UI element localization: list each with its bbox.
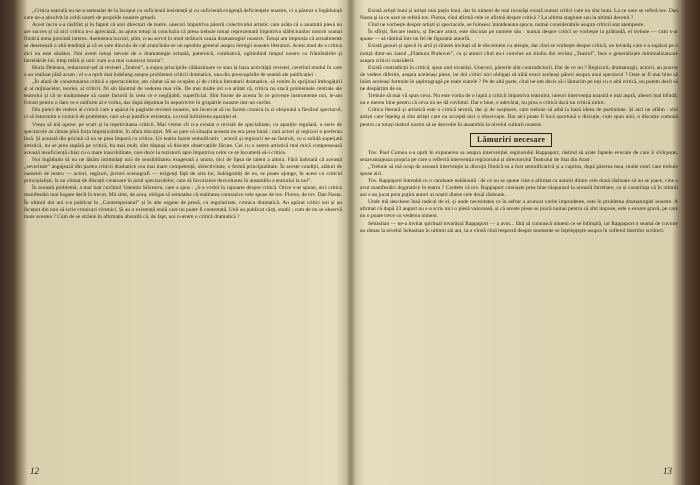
section-heading: Lămuriri necesare xyxy=(470,133,552,147)
paragraph: Tov. Paul Cornea s-a oprit în expunerea sa asupra intervenției regizorului Rappaport, răstind să arate faptele evocate de care li sîvîrșește, sezavantajeaza propria pe care o reflectă intervenția regizorului și directorului Teatrului de Stat din Arad : xyxy=(360,149,678,163)
right-page xyxy=(360,8,678,476)
paragraph: Acest lucru s-a răsfrînt și în faptul că unii directori de teatre, unecori împotriva părerii colectivului artistic care arăta că o anumită piesă nu are succes și că nici critica n-o apreciază, au ajuns totuși la concluzia că piesa trebuie totuși reprezentată împotriva slăbiciunilor notorii numai fiindcă tema prezintă interes. Asemenea lucruri, știm, n-au servit în mod strălucit cauza dramaturgiei noastre. Totuși am impresia că actualmente se desenează o altă tendință și că se sare dincolo de cal aruncîndu-se un oprobiu general asupra întregii noastre literaturi. Acest mod de a critica nici nu este sănătos. Noi avem totuși nevoie de o dramaturgie actuală, puternică, combativă, ogliindind timpul nostru cu frămîntările și întrebările lui, timp mării și unic cum n-a mai cunoscut istoria”. xyxy=(24,22,342,64)
paragraph: Horia Deleanu, redactorul-șef al revistei „Teatrul”, a expus principiile călăuzitoare ce stau la baza activității revistei, ceretînd modul în care s-au realizat pînă acum ; el s-a oprit mai îndelung asupra problemei criticii dramatice, una din preocupările de seamă ale publicației : xyxy=(24,64,342,78)
paragraph: Cînd ne vorbește despre artiști și spectacole, se folosesc întotdeauna spocu, numai considerabile asupra criticii stat atempeste. xyxy=(368,22,645,29)
paragraph: Există contradicții în critică, spun unii tovarăși. Unecori, părerile sînt contradictorii. Dar de ce nu ? Regizorii, dramaturgii, actorii, au puncte de vedere diferite, asupra aceleiași piese, iar doi critici nici obligați să aibă exact aceleași păreri asupra unui spectacol ? Oare ar fi mai bine să luăm aceleași formule în șapbrogragă pe toate ziarele ? Pe de altă parte, cînd ne-am decis să-i lămurim pe toți cu o altă critică, nu putem decît să ne despărțim de ea. xyxy=(360,64,678,93)
paragraph: „În afară de consemnarea critică a spectacolelor, am căutat să ne ocupăm și de critica literaturii dramatice, să venim în sprijinul îmbogățirii și al mijloacelor, teoriei, al criticii. Ni sîn lăuntrul de vederea mai vile. De mai multe ori s-a arătat că, critica nu stacă problemele centrale ale teatrului și că se mulțumește să caute factorii în ceea ce e neglijabil, superficial. Sînt forme de acesta în ce privește instrumente noi, le-am folosit pentru o dare ce e uniform al e vorba, dar după deprimat în nepotrivire în grupările noastre intr-un cuvînt. xyxy=(24,78,342,107)
page-number-left: 12 xyxy=(30,466,39,476)
paragraph: Unde mă deschese însă radical de el, și unde necesitatea ce în asfrur a aruncat vorbe imprudente, este în problema dramaturgiei noastre. A afirmat că după 23 august nu s-a scris nici o piesă valoroasă, și că aceste piese se joacă numai pentru că sînt impuse, este o eroare gravă, pe care nu o poate trece cu vederea nimeni. xyxy=(360,199,678,220)
paragraph: Tov. Rappaport întreabă cu o candoare nebănuită : de ce nu se spune cine a afirmat ca autorii dintre cele două războaie să nu se joace, cine a avut manifestări dogmatice în teatru ? Credem că tov. Rappaport cunoaște prea bine răspunsul la această întrebare, ca și conștiința că în ultimii ani s-au jucat prea puțini autori ai noștri dintre cele două războaie. xyxy=(360,177,678,199)
paragraph: Vreau să mă opresc pe scurt și la repetivitatea criticii. Mai vreme cît n-a existat o revistă de specialitate, cu apariție regulată, o serie de spectacole au rămas pînă forța împrejurărilor, în afara discuției. Mi se pare că situația aceasta nu era prea bună : unii actori și regizori o preferau însă. Și această din pricină că nu se prea împacă cu critica. Un teatru foarte semnificativ : actorii și regizorii ne-au înstruit, cu o solidă superjată artistică, nu se prea supără pe critică, ba mai mult, sînt dispuși să discute observațiile făcute. Cei cu o zestre artistică mai mică compensează această insuficiență chiar cu o mare irascibilitate, care duce la rezistorii apre împotriva celor ce se încumetă să-i critice. xyxy=(24,121,342,156)
paragraph: Trebuie să mai vă spun ceva. Nu este vorba de o luptă a criticii împotriva teatrului; uneori intervenția noastră e mai aspră, alteori mai blîndă, nu e mereu bine pentru că ceva nu ne dă cuvîntul. Dar e bine, e adevărat, nu prea o critică dacă nu critică nimic. xyxy=(360,93,678,107)
left-page xyxy=(24,8,342,476)
paragraph: Există artiști buni și artiști mai puțin buni, dar în nimeni de mai tovarăși există numai critici care nu sînt buni. La ce oare se referă tov. Dan Nasta și la ce oare se referă tov. Florea, cînd afirmă cele ce afirmă despre critică ? La ultima stagiune sau la ultimii decenii ? xyxy=(360,8,678,22)
page-number-right: 13 xyxy=(663,466,672,476)
paragraph: Noi îngăduim să nu ne lăsăm intimidați nici de sensibilitatea exagerată a unora, nici de lipsa de talent a altora. Fără îndoială că această „severitate” angajează din partea criticii dramatice cea mai mare competență, obiectivitate, o fermă principialitate. În aceste condiții, alături de oamenii de teatru — actori, regizori, pictori scenografi — exigenți față de arta lor, îndrăgostiți de ea, se poate ajunge, în acest cu criticul principialiști, la un climat de discuții creatoare în jurul spectacolelor, care să favorizeze dezvoltarea în ansamblu a teatrului la noi”. xyxy=(24,156,342,185)
paragraph: „Critica teatrală nu ne-a semnalat de la început cu suficientă insistență și cu suficientă exigență deficiențele noastre, ci a păstrat o îngăduință care ne-a absolvit în ochii noștri de propriile noastre greșeli. xyxy=(24,8,342,22)
right-page-text-top xyxy=(360,8,678,129)
paragraph: Critica literară și artistică este o critică severă, dar și de susținere, care trebuie să aibă la bază ideea de partinitate. Și aici ne aflăm : sînt artiști care înțeleg și sînt artiști care nu acceptă nici o observație. Dar aici poate fi încă oportună o discuție, cum spun unii, o discuție comună pentru ca totuși teatrul nostru să se dezvolte în ansamblu la nivelul culturii noastre. xyxy=(360,107,678,128)
left-page-text xyxy=(24,8,342,221)
paragraph: În sfîrșit, fiecare teatru, și fiecare artist, este discutat pe numele său : numai despre critici se vorbește la grămadă, el trebuie — cum s-ar spune — să rămînă într-un fel de figuratie amorfă. xyxy=(360,29,678,43)
paragraph: Sebastian — ne-a invitat spiritual tovarășul Rappaport — a avut... fără să cunoască nimeni ce se întîmplă, iar Rappaport o seamă de cuvinte au rămas la nivelul Sebastian în ultimii săi ani, la o vîrstă cînd respectă despre momente se înțelepțește asupra în sufletul tinerilor scriitori. xyxy=(360,220,678,234)
book-spine xyxy=(346,0,356,485)
right-page-text-bottom xyxy=(360,150,678,235)
paragraph: Există genuri și specii în artă și sîntem invitați să le discernem cu atenție, dar cînd se vorbește despre critică, un tovarăș care s-a supărat pe o notiță dintr-un ziarul „Flamura Prahovei”, ca și atunci cînd nu-i convine un studiu din revista „Teatrul”, face o generalizare minimalizatoare asupra criticii considerii. xyxy=(360,43,678,64)
paragraph: În această problemă, a mai luat cuvîntul Valentin Silvestru, care a spus : „S-a vorbit în rapoarte despre critică. Orice s-ar spune, aici critica manifestări mai bogate decît în trecut. Mă simt, de acea, obligat să semnalez că realitatea contrazice cele spuse de tov. Florea, de tov. Dan Nasta. În ultimii doi ani s-a publicat în „Contemporanul” și în alte organe de presă, cu regularitate, cronica dramatică. Au apărut critici noi și au început din nou să scrie cronicari vîrstnici. Și au o existență reală care nu poate fi contestată. Unii au publicat cărți, studii ; cum de nu se observă toate acestea ? Cum de se străuie în afirmația absurdă că, de fapt, noi n-avem o critică dramatică ? xyxy=(24,185,342,220)
paragraph: Din punct de vedere al criticii care a apărut în paginile revistei noastre, am încercat să nu facem cronica la zi obișnuită a fiecărui spectacol, ci să întocmim o cronică de probleme, care să-și justifice existența, ca tosă întîrzierea apariției ei. xyxy=(24,107,342,121)
paragraph: „Trebuie să mă ocup de această intervenție la discuții fiindcă ea a fost semnificativă și a cuprins, după părerea mea, multe erori care trebuie spuse aici. xyxy=(360,163,678,177)
